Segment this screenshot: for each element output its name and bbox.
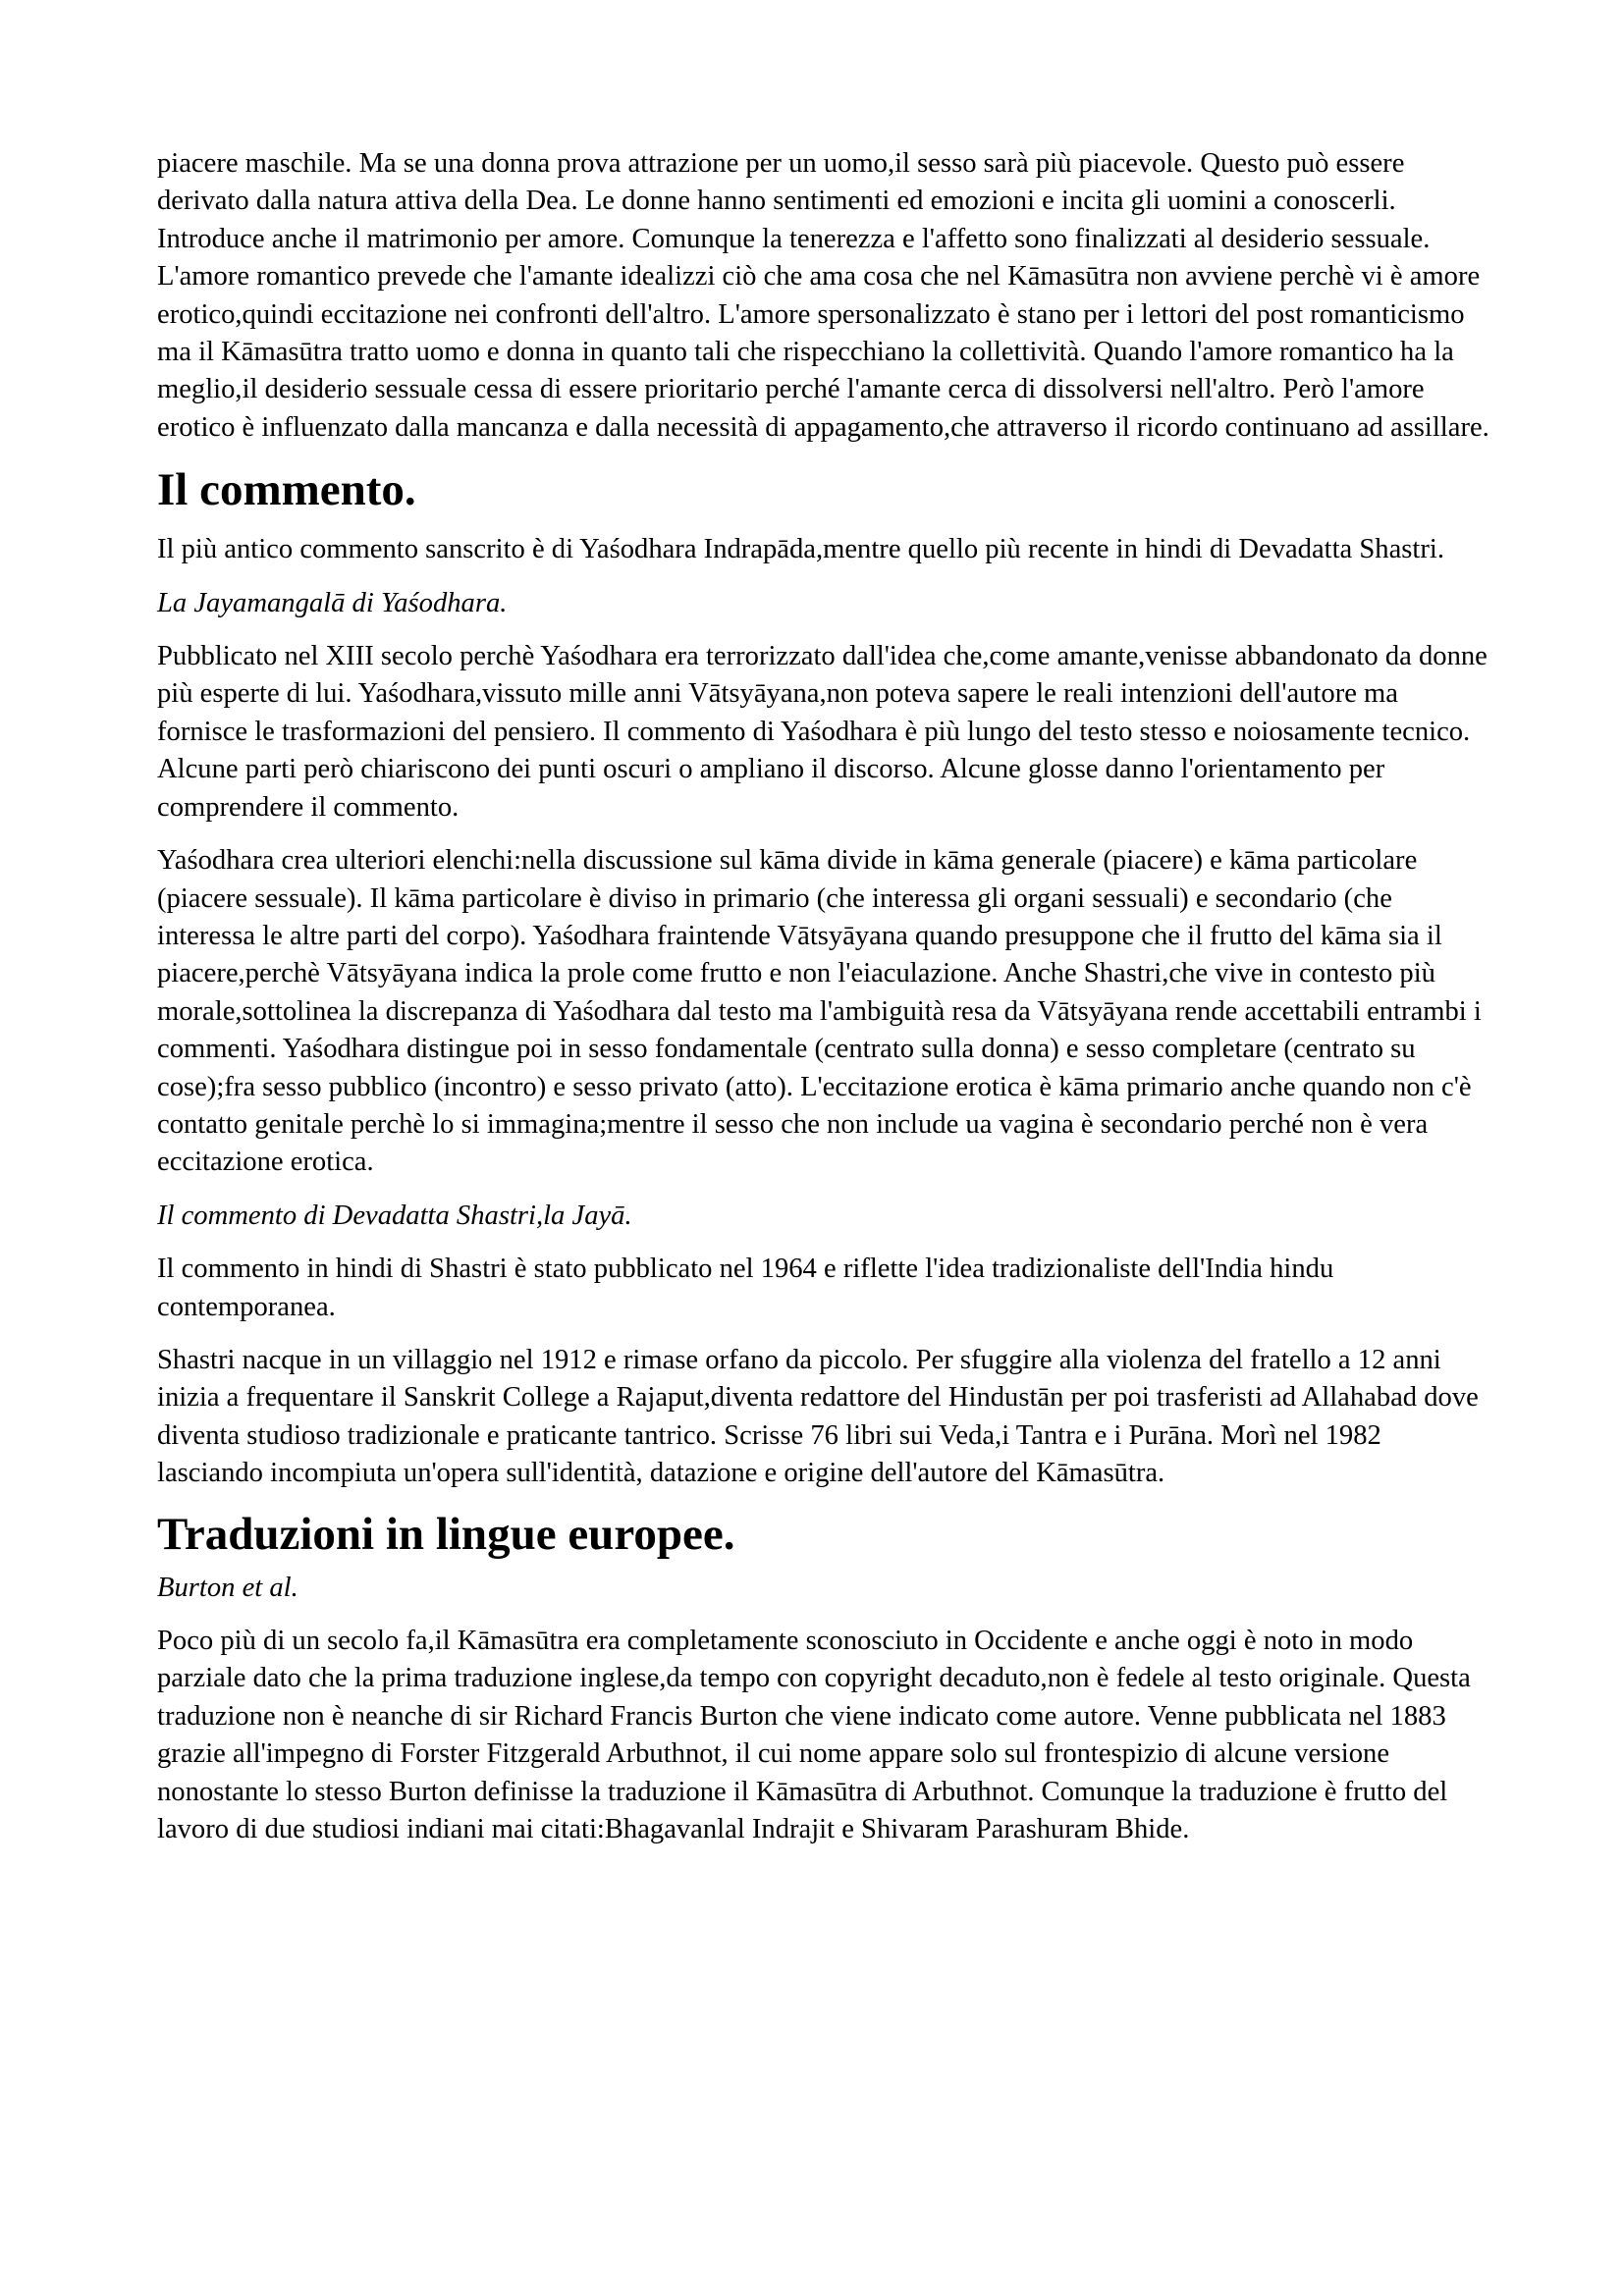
paragraph-commento-intro: Il più antico commento sanscrito è di Yaśodhara Indrapāda,mentre quello più recente in hindi di Devadatta Shastri.: [157, 534, 1444, 565]
subheading-jayamangala: La Jayamangalā di Yaśodhara.: [157, 587, 508, 618]
heading-traduzioni: Traduzioni in lingue europee.: [157, 1508, 735, 1560]
document-page: [157, 145, 1492, 1864]
subheading-burton: Burton et al.: [157, 1572, 298, 1603]
heading-commento: Il commento.: [157, 464, 416, 516]
paragraph-jayamangala-1: Pubblicato nel XIII secolo perchè Yaśodhara era terrorizzato dall'idea che,come amante,venisse abbandonato da donne più esperte di lui. Yaśodhara,vissuto mille anni Vātsyāyana,non poteva sapere le reali intenzioni dell'autore ma fornisce le trasformazioni del pensiero. Il commento di Yaśodhara è più lungo del testo stesso e noiosamente tecnico. Alcune parti però chiariscono dei punti oscuri o ampliano il discorso. Alcune glosse danno l'orientamento per comprendere il commento.: [157, 641, 1488, 823]
subheading-jaya: Il commento di Devadatta Shastri,la Jayā.: [157, 1200, 632, 1231]
paragraph-jaya-2: Shastri nacque in un villaggio nel 1912 e rimase orfano da piccolo. Per sfuggire alla violenza del fratello a 12 anni inizia a frequentare il Sanskrit College a Rajaput,diventa redattore del Hindustān per poi trasferisti ad Allahabad dove diventa studioso tradizionale e praticante tantrico. Scrisse 76 libri sui Veda,i Tantra e i Purāna. Morì nel 1982 lasciando incompiuta un'opera sull'identità, datazione e origine dell'autore del Kāmasūtra.: [157, 1344, 1479, 1489]
paragraph-intro: piacere maschile. Ma se una donna prova attrazione per un uomo,il sesso sarà più piacevole. Questo può essere derivato dalla natura attiva della Dea. Le donne hanno sentimenti ed emozioni e incita gli uomini a conoscerli. Introduce anche il matrimonio per amore. Comunque la tenerezza e l'affetto sono finalizzati al desiderio sessuale. L'amore romantico prevede che l'amante idealizzi ciò che ama cosa che nel Kāmasūtra non avviene perchè vi è amore erotico,quindi eccitazione nei confronti dell'altro. L'amore spersonalizzato è stano per i lettori del post romanticismo ma il Kāmasūtra tratto uomo e donna in quanto tali che rispecchiano la collettività. Quando l'amore romantico ha la meglio,il desiderio sessuale cessa di essere prioritario perché l'amante cerca di dissolversi nell'altro. Però l'amore erotico è influenzato dalla mancanza e dalla necessità di appagamento,che attraverso il ricordo continuano ad assillare.: [157, 148, 1489, 443]
paragraph-jayamangala-2: Yaśodhara crea ulteriori elenchi:nella discussione sul kāma divide in kāma generale (piacere) e kāma particolare (piacere sessuale). Il kāma particolare è diviso in primario (che interessa gli organi sessuali) e secondario (che interessa le altre parti del corpo). Yaśodhara fraintende Vātsyāyana quando presuppone che il frutto del kāma sia il piacere,perchè Vātsyāyana indica la prole come frutto e non l'eiaculazione. Anche Shastri,che vive in contesto più morale,sottolinea la discrepanza di Yaśodhara dal testo ma l'ambiguità resa da Vātsyāyana rende accettabili entrambi i commenti. Yaśodhara distingue poi in sesso fondamentale (centrato sulla donna) e sesso completare (centrato su cose);fra sesso pubblico (incontro) e sesso privato (atto). L'eccitazione erotica è kāma primario anche quando non c'è contatto genitale perchè lo si immagina;mentre il sesso che non include ua vagina è secondario perché non è vera eccitazione erotica.: [157, 845, 1482, 1178]
paragraph-burton-1: Poco più di un secolo fa,il Kāmasūtra era completamente sconosciuto in Occidente e anche oggi è noto in modo parziale dato che la prima traduzione inglese,da tempo con copyright decaduto,non è fedele al testo originale. Questa traduzione non è neanche di sir Richard Francis Burton che viene indicato come autore. Venne pubblicata nel 1883 grazie all'impegno di Forster Fitzgerald Arbuthnot, il cui nome appare solo sul frontespizio di alcune versione nonostante lo stesso Burton definisse la traduzione il Kāmasūtra di Arbuthnot. Comunque la traduzione è frutto del lavoro di due studiosi indiani mai citati:Bhagavanlal Indrajit e Shivaram Parashuram Bhide.: [157, 1626, 1471, 1845]
paragraph-jaya-1: Il commento in hindi di Shastri è stato pubblicato nel 1964 e riflette l'idea tradizionaliste dell'India hindu contemporanea.: [157, 1254, 1334, 1322]
